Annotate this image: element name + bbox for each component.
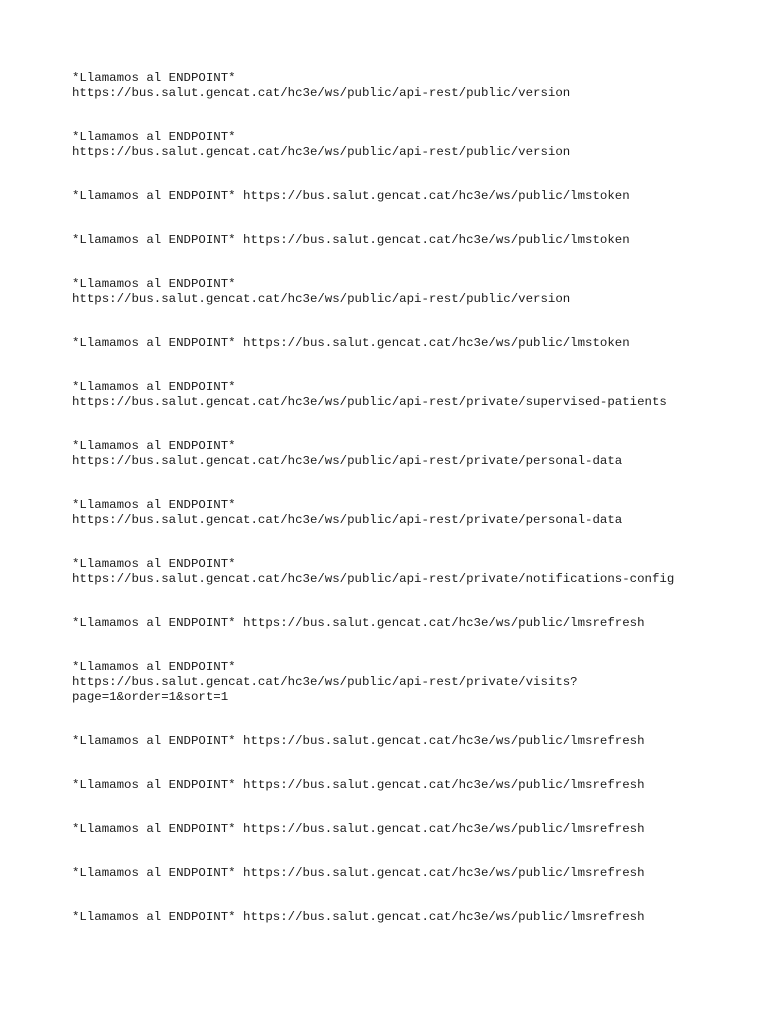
log-entry (72, 498, 712, 528)
log-entry (72, 130, 712, 160)
log-entry-line: https://bus.salut.gencat.cat/hc3e/ws/public/api-rest/public/version (72, 145, 571, 159)
document-page (72, 71, 712, 954)
log-entry-line: *Llamamos al ENDPOINT* https://bus.salut.gencat.cat/hc3e/ws/public/lmsrefresh (72, 866, 645, 880)
log-entry (72, 866, 712, 881)
log-entry-line: *Llamamos al ENDPOINT* https://bus.salut.gencat.cat/hc3e/ws/public/lmsrefresh (72, 910, 645, 924)
log-entry-line: https://bus.salut.gencat.cat/hc3e/ws/public/api-rest/public/version (72, 86, 571, 100)
log-entry-line: https://bus.salut.gencat.cat/hc3e/ws/public/api-rest/public/version (72, 292, 571, 306)
log-entry-line: *Llamamos al ENDPOINT* (72, 277, 236, 291)
log-entry (72, 616, 712, 631)
log-entry-line: *Llamamos al ENDPOINT* https://bus.salut.gencat.cat/hc3e/ws/public/lmsrefresh (72, 822, 645, 836)
log-entry-line: https://bus.salut.gencat.cat/hc3e/ws/public/api-rest/private/visits? (72, 675, 578, 689)
log-entry-line: *Llamamos al ENDPOINT* (72, 380, 236, 394)
log-entry (72, 734, 712, 749)
log-entry-line: *Llamamos al ENDPOINT* (72, 439, 236, 453)
log-entry (72, 910, 712, 925)
log-entry-line: *Llamamos al ENDPOINT* https://bus.salut.gencat.cat/hc3e/ws/public/lmsrefresh (72, 616, 645, 630)
log-entry-line: *Llamamos al ENDPOINT* https://bus.salut.gencat.cat/hc3e/ws/public/lmsrefresh (72, 734, 645, 748)
log-entry (72, 778, 712, 793)
log-entry (72, 380, 712, 410)
log-entry-line: https://bus.salut.gencat.cat/hc3e/ws/public/api-rest/private/personal-data (72, 513, 623, 527)
log-entry (72, 822, 712, 837)
log-entry (72, 71, 712, 101)
log-entry-line: *Llamamos al ENDPOINT* https://bus.salut.gencat.cat/hc3e/ws/public/lmsrefresh (72, 778, 645, 792)
log-entry-line: *Llamamos al ENDPOINT* https://bus.salut.gencat.cat/hc3e/ws/public/lmstoken (72, 189, 630, 203)
log-entry-line: https://bus.salut.gencat.cat/hc3e/ws/public/api-rest/private/personal-data (72, 454, 623, 468)
endpoint-log-list (72, 71, 712, 925)
log-entry-line: *Llamamos al ENDPOINT* https://bus.salut.gencat.cat/hc3e/ws/public/lmstoken (72, 336, 630, 350)
log-entry-line: *Llamamos al ENDPOINT* (72, 498, 236, 512)
log-entry (72, 233, 712, 248)
log-entry (72, 189, 712, 204)
log-entry (72, 439, 712, 469)
log-entry-line: *Llamamos al ENDPOINT* (72, 130, 236, 144)
log-entry-line: *Llamamos al ENDPOINT* https://bus.salut.gencat.cat/hc3e/ws/public/lmstoken (72, 233, 630, 247)
log-entry (72, 557, 712, 587)
log-entry-line: https://bus.salut.gencat.cat/hc3e/ws/public/api-rest/private/notifications-config (72, 572, 675, 586)
log-entry (72, 660, 712, 705)
log-entry (72, 336, 712, 351)
log-entry (72, 277, 712, 307)
log-entry-line: https://bus.salut.gencat.cat/hc3e/ws/public/api-rest/private/supervised-patients (72, 395, 667, 409)
log-entry-line: *Llamamos al ENDPOINT* (72, 660, 236, 674)
log-entry-line: *Llamamos al ENDPOINT* (72, 557, 236, 571)
log-entry-line: page=1&order=1&sort=1 (72, 690, 229, 704)
log-entry-line: *Llamamos al ENDPOINT* (72, 71, 236, 85)
